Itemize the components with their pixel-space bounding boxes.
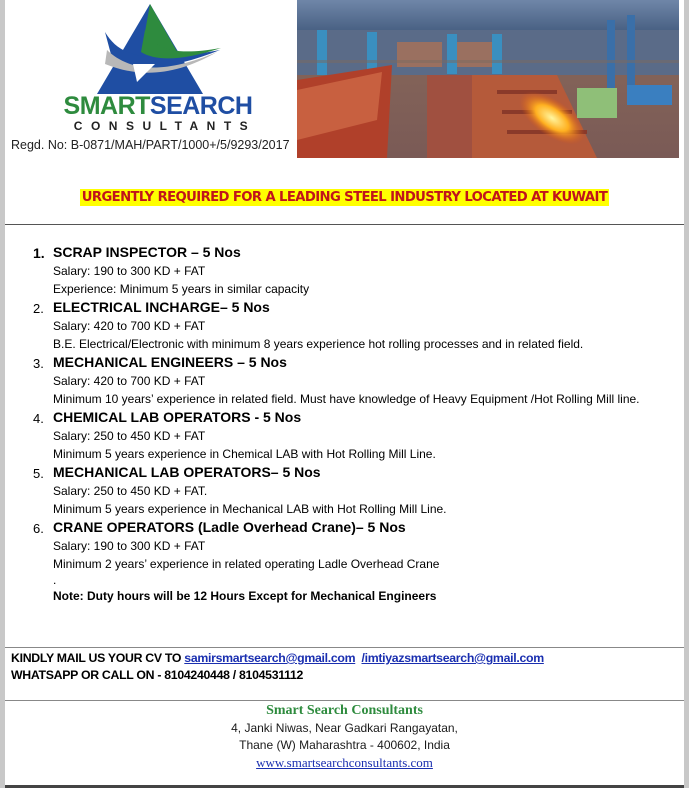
- brand-tagline: CONSULTANTS: [73, 119, 257, 133]
- email-link-imtiyaz[interactable]: /imtiyazsmartsearch@gmail.com: [361, 651, 544, 665]
- job-item-mechanical-lab-operators: [33, 463, 684, 518]
- job-number: 3.: [33, 356, 44, 371]
- brand-smart-text: SMART: [63, 92, 150, 120]
- email-prefix: KINDLY MAIL US YOUR CV TO: [11, 651, 185, 665]
- job-title: ELECTRICAL INCHARGE– 5 Nos: [53, 299, 270, 315]
- job-title: MECHANICAL ENGINEERS – 5 Nos: [53, 354, 287, 370]
- job-item-crane-operators: [33, 518, 684, 573]
- job-salary: Salary: 420 to 700 KD + FAT: [53, 319, 206, 333]
- email-line: [11, 650, 544, 667]
- job-title: SCRAP INSPECTOR – 5 Nos: [53, 244, 241, 260]
- job-number: 6.: [33, 521, 44, 536]
- job-number: 4.: [33, 411, 44, 426]
- job-requirement: Minimum 5 years experience in Mechanical LAB with Hot Rolling Mill Line.: [53, 502, 447, 516]
- job-item-chemical-lab-operators: [33, 408, 684, 463]
- brand-name: [43, 92, 273, 120]
- job-requirement: Experience: Minimum 5 years in similar capacity: [53, 282, 310, 296]
- job-requirement: Minimum 2 years’ experience in related operating Ladle Overhead Crane: [53, 557, 440, 571]
- job-advertisement-page: [5, 0, 684, 788]
- job-title: MECHANICAL LAB OPERATORS– 5 Nos: [53, 464, 321, 480]
- steel-mill-photo: [297, 0, 679, 158]
- job-salary: Salary: 190 to 300 KD + FAT: [53, 539, 206, 553]
- divider-footer: [5, 700, 684, 701]
- job-salary: Salary: 190 to 300 KD + FAT: [53, 264, 206, 278]
- footer: [5, 702, 684, 772]
- phone-line: WHATSAPP OR CALL ON - 8104240448 / 8104531112: [11, 668, 304, 682]
- stray-dot: .: [53, 573, 57, 587]
- job-number: 2.: [33, 301, 44, 316]
- job-salary: Salary: 250 to 450 KD + FAT.: [53, 484, 208, 498]
- footer-address-line2: Thane (W) Maharashtra - 400602, India: [239, 738, 450, 752]
- website-link[interactable]: www.smartsearchconsultants.com: [256, 755, 433, 770]
- job-item-mechanical-engineers: [33, 353, 684, 408]
- job-number: 5.: [33, 466, 44, 481]
- job-salary: Salary: 250 to 450 KD + FAT: [53, 429, 206, 443]
- right-page-edge: [684, 0, 689, 788]
- job-requirement: Minimum 10 years’ experience in related field. Must have knowledge of Heavy Equipment /Hot Rolling Mill line.: [53, 392, 640, 406]
- duty-hours-note: Note: Duty hours will be 12 Hours Except for Mechanical Engineers: [53, 589, 437, 603]
- registration-number: Regd. No: B-0871/MAH/PART/1000+/5/9293/2017: [11, 138, 290, 152]
- divider-contact: [5, 647, 684, 648]
- headline: URGENTLY REQUIRED FOR A LEADING STEEL INDUSTRY LOCATED AT KUWAIT: [81, 190, 608, 205]
- email-link-samir[interactable]: samirsmartsearch@gmail.com: [184, 651, 356, 665]
- footer-company-name: Smart Search Consultants: [266, 703, 423, 718]
- job-title: CRANE OPERATORS (Ladle Overhead Crane)– 5 Nos: [53, 519, 406, 535]
- footer-address-line1: 4, Janki Niwas, Near Gadkari Rangayatan,: [231, 721, 458, 735]
- job-item-electrical-incharge: [33, 298, 684, 353]
- job-salary: Salary: 420 to 700 KD + FAT: [53, 374, 206, 388]
- brand-search-text: SEARCH: [149, 92, 253, 120]
- job-list: [5, 243, 684, 605]
- job-number: 1.: [33, 245, 45, 261]
- contact-section: [11, 650, 544, 684]
- divider-top: [5, 224, 684, 225]
- headline-container: [5, 188, 684, 206]
- job-requirement: Minimum 5 years experience in Chemical LAB with Hot Rolling Mill Line.: [53, 447, 436, 461]
- job-requirement: B.E. Electrical/Electronic with minimum 8 years experience hot rolling processes and in related field.: [53, 337, 584, 351]
- job-item-scrap-inspector: [33, 243, 684, 298]
- job-title: CHEMICAL LAB OPERATORS - 5 Nos: [53, 409, 302, 425]
